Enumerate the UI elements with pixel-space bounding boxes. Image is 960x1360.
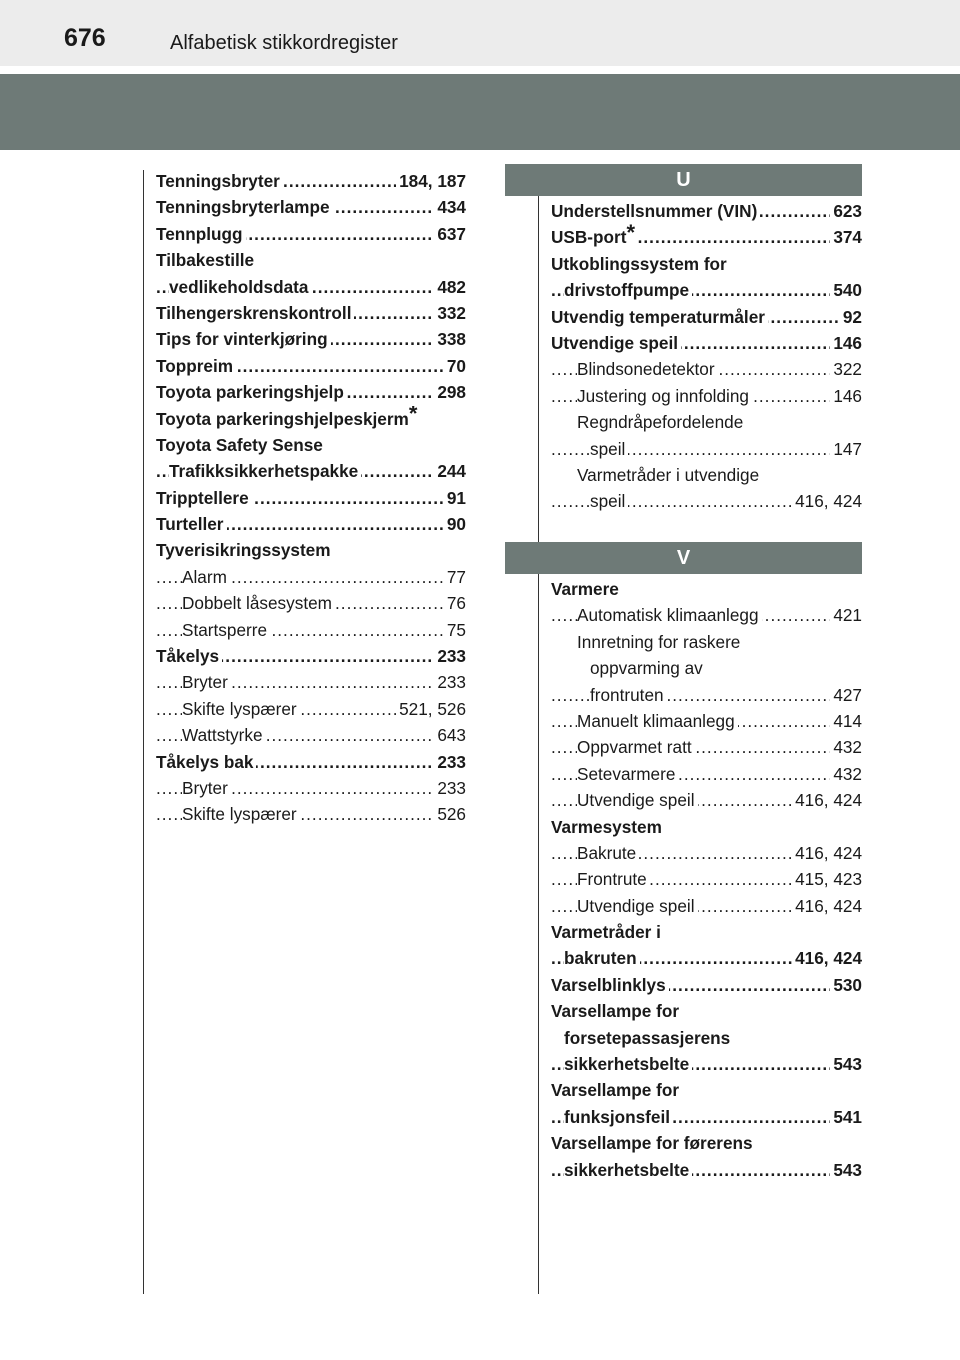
index-entry [551, 1051, 862, 1077]
index-entry-label: frontruten [590, 682, 667, 708]
index-entry-pages: 92 [840, 304, 862, 330]
index-entry [551, 734, 862, 760]
page-number: 676 [64, 24, 106, 52]
index-entry-label: USB-port* [551, 224, 638, 250]
index-entry-label: Toppreim [156, 353, 236, 379]
index-entry-pages: 432 [830, 734, 862, 760]
left-column-divider [143, 170, 144, 1294]
index-entry [551, 330, 862, 356]
index-entry [156, 669, 466, 695]
index-entry-pages: 541 [830, 1104, 862, 1130]
index-entry-label: Automatisk klimaanlegg [577, 602, 762, 628]
index-entry-label: Bryter [182, 669, 231, 695]
index-entry [156, 537, 466, 563]
index-entry-pages: 637 [434, 221, 466, 247]
index-entry [156, 168, 466, 194]
index-entry-label: drivstoffpumpe [564, 277, 692, 303]
index-entry-label: oppvarming av [590, 655, 706, 681]
header-bar [0, 0, 960, 66]
index-entry-label: Tåkelys bak [156, 749, 256, 775]
index-entry-label: Varsellampe for [551, 998, 682, 1024]
index-entry-label: Frontrute [577, 866, 650, 892]
index-entry-label: Varmere [551, 576, 622, 602]
index-entry-label: Justering og innfolding [577, 383, 752, 409]
left-column [156, 168, 466, 828]
index-entry-label: Tenningsbryter [156, 168, 283, 194]
index-entry [156, 564, 466, 590]
index-entry [551, 1077, 862, 1103]
index-entry [156, 194, 466, 220]
index-entry-label: Utvendige speil [577, 787, 698, 813]
index-entry [156, 221, 466, 247]
index-entry [156, 617, 466, 643]
index-entry [551, 945, 862, 971]
index-entry [551, 224, 862, 250]
index-entry-label: Tips for vinterkjøring [156, 326, 331, 352]
index-entry-pages: 482 [434, 274, 466, 300]
index-entry-pages: 233 [434, 749, 466, 775]
index-entry [551, 1157, 862, 1183]
index-entry-pages: 643 [434, 722, 466, 748]
index-entry-label: speil [590, 488, 628, 514]
index-entry-label: Toyota parkeringshjelp [156, 379, 347, 405]
index-entry [551, 840, 862, 866]
index-entry [551, 972, 862, 998]
index-entry [551, 462, 862, 488]
index-entry [156, 696, 466, 722]
index-entry [551, 761, 862, 787]
index-entry-label: Bakrute [577, 840, 639, 866]
index-entry-label: Utvendige speil [577, 893, 698, 919]
index-entry [551, 198, 862, 224]
index-entry-label: Understellsnummer (VIN) [551, 198, 760, 224]
index-entry-label: Trafikksikkerhetspakke [169, 458, 361, 484]
index-entry [551, 787, 862, 813]
index-entry-label: Tåkelys [156, 643, 222, 669]
index-entry [551, 866, 862, 892]
index-entry [156, 353, 466, 379]
index-entry [551, 356, 862, 382]
index-entry-pages: 332 [434, 300, 466, 326]
index-entry-pages: 521, 526 [396, 696, 466, 722]
index-entry-pages: 147 [830, 436, 862, 462]
index-entry-pages: 543 [830, 1157, 862, 1183]
index-entry [156, 300, 466, 326]
index-entry [551, 682, 862, 708]
index-entry [551, 629, 862, 655]
index-entry-pages: 146 [830, 383, 862, 409]
index-entry [551, 655, 862, 681]
index-entry [551, 708, 862, 734]
index-entry-pages: 91 [444, 485, 466, 511]
index-entry-pages: 233 [434, 775, 466, 801]
index-entry-label: Tripptellere [156, 485, 252, 511]
index-entry-label: sikkerhetsbelte [564, 1051, 692, 1077]
index-entry-label: Innretning for raskere [577, 629, 743, 655]
index-entry [156, 379, 466, 405]
index-entry-pages: 623 [830, 198, 862, 224]
index-entry-label: Tilhengerskrenskontroll [156, 300, 354, 326]
index-entry-pages: 70 [444, 353, 466, 379]
index-entry-pages: 543 [830, 1051, 862, 1077]
index-entry-pages: 526 [434, 801, 466, 827]
index-entry-label: Skifte lyspærer [182, 696, 300, 722]
index-entry [156, 511, 466, 537]
index-entry-pages: 416, 424 [792, 787, 862, 813]
index-entry-pages: 432 [830, 761, 862, 787]
index-entry-label: Wattstyrke [182, 722, 266, 748]
index-entry-label: Oppvarmet ratt [577, 734, 695, 760]
index-entry [156, 643, 466, 669]
index-entry-label: Setevarmere [577, 761, 678, 787]
index-entry [156, 801, 466, 827]
index-entry [551, 488, 862, 514]
index-entry [156, 590, 466, 616]
index-entry-label: Varselblinklys [551, 972, 669, 998]
index-entry-pages: 322 [830, 356, 862, 382]
index-entry-label: Manuelt klimaanlegg [577, 708, 738, 734]
index-entry [156, 458, 466, 484]
index-entry-pages: 416, 424 [792, 488, 862, 514]
index-entry-pages: 416, 424 [792, 893, 862, 919]
index-entry-label: funksjonsfeil [564, 1104, 673, 1130]
index-entry-label: Varsellampe for [551, 1077, 682, 1103]
index-entry-label: Blindsonedetektor [577, 356, 718, 382]
index-entry [551, 576, 862, 602]
right-column-divider [538, 170, 539, 1294]
index-entry-label: Utkoblingssystem for [551, 251, 730, 277]
index-entry-label: Alarm [182, 564, 230, 590]
index-entry [551, 1130, 862, 1156]
index-entry-pages: 434 [434, 194, 466, 220]
index-entry [551, 251, 862, 277]
section-header-v: V [505, 542, 862, 574]
index-entry-label: sikkerhetsbelte [564, 1157, 692, 1183]
index-entry-label: Skifte lyspærer [182, 801, 300, 827]
index-entry [551, 814, 862, 840]
index-entry-label: Startsperre [182, 617, 270, 643]
index-entry-pages: 90 [444, 511, 466, 537]
index-entry [551, 277, 862, 303]
index-entry-label: Utvendig temperaturmåler [551, 304, 768, 330]
footnote-star: * [626, 224, 635, 245]
header-band [0, 74, 960, 150]
index-entry-pages: 233 [434, 643, 466, 669]
index-entry-pages: 427 [830, 682, 862, 708]
index-entry [551, 893, 862, 919]
index-entry-pages: 540 [830, 277, 862, 303]
index-entry-label: Regndråpefordelende [577, 409, 746, 435]
index-entry-label: Varmesystem [551, 814, 665, 840]
index-entry-label: Utvendige speil [551, 330, 681, 356]
index-entry-label: Varmetråder i utvendige [577, 462, 762, 488]
index-entry-pages: 415, 423 [792, 866, 862, 892]
index-entry [156, 485, 466, 511]
index-entry-label: Tenningsbryterlampe [156, 194, 333, 220]
index-entry-label: Tyverisikringssystem [156, 537, 334, 563]
index-entry-pages: 75 [444, 617, 466, 643]
index-entry [156, 326, 466, 352]
index-entry-label: Bryter [182, 775, 231, 801]
index-entry [551, 602, 862, 628]
index-entry-label: Tilbakestille [156, 247, 257, 273]
index-entry-label: speil [590, 436, 628, 462]
index-entry-label: Toyota parkeringshjelpeskjerm* [156, 406, 420, 432]
index-entry [551, 919, 862, 945]
index-entry-label: vedlikeholdsdata [169, 274, 311, 300]
index-entry [551, 436, 862, 462]
index-entry-label: Varsellampe for førerens [551, 1130, 756, 1156]
index-entry [156, 247, 466, 273]
index-entry [551, 1104, 862, 1130]
index-entry-label: Dobbelt låsesystem [182, 590, 335, 616]
index-entry [551, 383, 862, 409]
index-entry [551, 304, 862, 330]
index-entry-pages: 146 [830, 330, 862, 356]
index-entry-pages: 416, 424 [792, 840, 862, 866]
index-entry-label: forsetepassasjerens [564, 1025, 733, 1051]
index-entry-label: Tennplugg [156, 221, 246, 247]
footnote-star: * [408, 405, 418, 426]
index-entry [156, 432, 466, 458]
index-entry-pages: 530 [830, 972, 862, 998]
section-u-entries [551, 198, 862, 515]
index-entry [156, 749, 466, 775]
index-entry-pages: 184, 187 [396, 168, 466, 194]
index-entry-pages: 414 [830, 708, 862, 734]
index-entry [551, 409, 862, 435]
index-entry-pages: 338 [434, 326, 466, 352]
index-entry [156, 775, 466, 801]
index-entry-pages: 421 [830, 602, 862, 628]
index-entry-pages: 233 [434, 669, 466, 695]
index-entry-label: bakruten [564, 945, 640, 971]
index-entry-pages: 416, 424 [792, 945, 862, 971]
index-entry [551, 1025, 862, 1051]
index-entry-pages: 298 [434, 379, 466, 405]
index-entry-label: Varmetråder i [551, 919, 664, 945]
index-entry [156, 722, 466, 748]
section-v-entries [551, 576, 862, 1183]
index-entry [156, 274, 466, 300]
page-title: Alfabetisk stikkordregister [170, 32, 398, 54]
index-entry-pages: 77 [444, 564, 466, 590]
index-entry-label: Toyota Safety Sense [156, 432, 326, 458]
index-entry-pages: 244 [434, 458, 466, 484]
index-entry-pages: 374 [830, 224, 862, 250]
index-entry-label: Turteller [156, 511, 227, 537]
index-entry [156, 406, 466, 432]
section-header-u: U [505, 164, 862, 196]
index-entry [551, 998, 862, 1024]
index-entry-pages: 76 [444, 590, 466, 616]
